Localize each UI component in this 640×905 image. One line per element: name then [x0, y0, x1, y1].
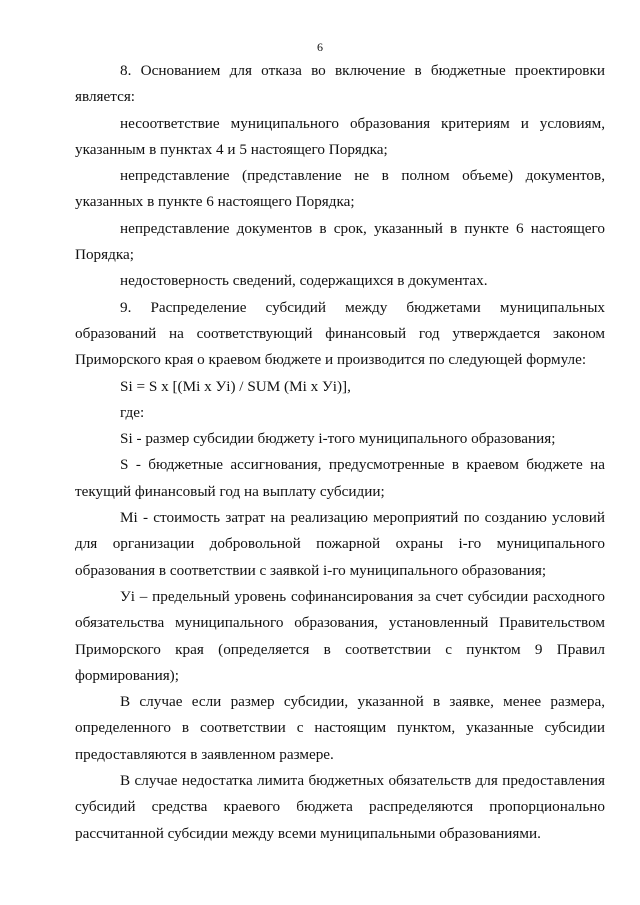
text-line: Si = S x [(Mi x Уi) / SUM (Mi x Уi)], — [120, 377, 351, 395]
text-line: субсидий средства краевого бюджета распределяются пропорционально — [75, 798, 605, 816]
text-line: непредставление (представление не в полном объеме) документов, — [120, 167, 605, 185]
text-line: где: — [120, 403, 145, 421]
text-line: несоответствие муниципального образования критериям и условиям, — [120, 114, 605, 132]
text-line: рассчитанной субсидии между всеми муниципальными образованиями. — [75, 824, 541, 842]
text-line: Порядка; — [75, 246, 134, 264]
text-line: образований на соответствующий финансовый год утверждается законом — [75, 324, 605, 342]
text-line: указанных в пункте 6 настоящего Порядка; — [75, 193, 355, 211]
text-line: формирования); — [75, 666, 179, 684]
text-line: для организации добровольной пожарной охраны i-го муниципального — [75, 535, 605, 553]
text-line: Уi – предельный уровень софинансирования за счет субсидии расходного — [120, 587, 605, 605]
text-line: Si - размер субсидии бюджету i-того муниципального образования; — [120, 430, 556, 448]
page-number: 6 — [317, 40, 323, 54]
text-line: Приморского края о краевом бюджете и производится по следующей формуле: — [75, 351, 587, 369]
text-line: S - бюджетные ассигнования, предусмотренные в краевом бюджете на — [120, 456, 605, 474]
text-line: Приморского края (определяется в соответствии с пунктом 9 Правил — [75, 640, 605, 658]
text-line: В случае если размер субсидии, указанной в заявке, менее размера, — [120, 693, 605, 711]
text-line: определенного в соответствии с настоящим пунктом, указанные субсидии — [75, 719, 605, 737]
text-line: 8. Основанием для отказа во включение в бюджетные проектировки — [120, 62, 605, 79]
text-line: текущий финансовый год на выплату субсидии; — [75, 482, 385, 500]
text-line: указанным в пунктах 4 и 5 настоящего Порядка; — [75, 140, 388, 158]
text-line: обязательства муниципального образования, установленный Правительством — [75, 614, 605, 632]
text-line: В случае недостатка лимита бюджетных обязательств для предоставления — [120, 772, 605, 790]
text-line: непредставление документов в срок, указанный в пункте 6 настоящего — [120, 219, 605, 237]
text-line: образования в соответствии с заявкой i-го муниципального образования; — [75, 561, 547, 579]
text-line: является: — [75, 88, 136, 106]
text-line: Mi - стоимость затрат на реализацию мероприятий по созданию условий — [120, 509, 605, 527]
document-body — [75, 58, 605, 847]
text-line: 9. Распределение субсидий между бюджетами муниципальных — [120, 298, 605, 316]
text-line: предоставляются в заявленном размере. — [75, 745, 334, 763]
text-line: недостоверность сведений, содержащихся в документах. — [120, 272, 488, 290]
